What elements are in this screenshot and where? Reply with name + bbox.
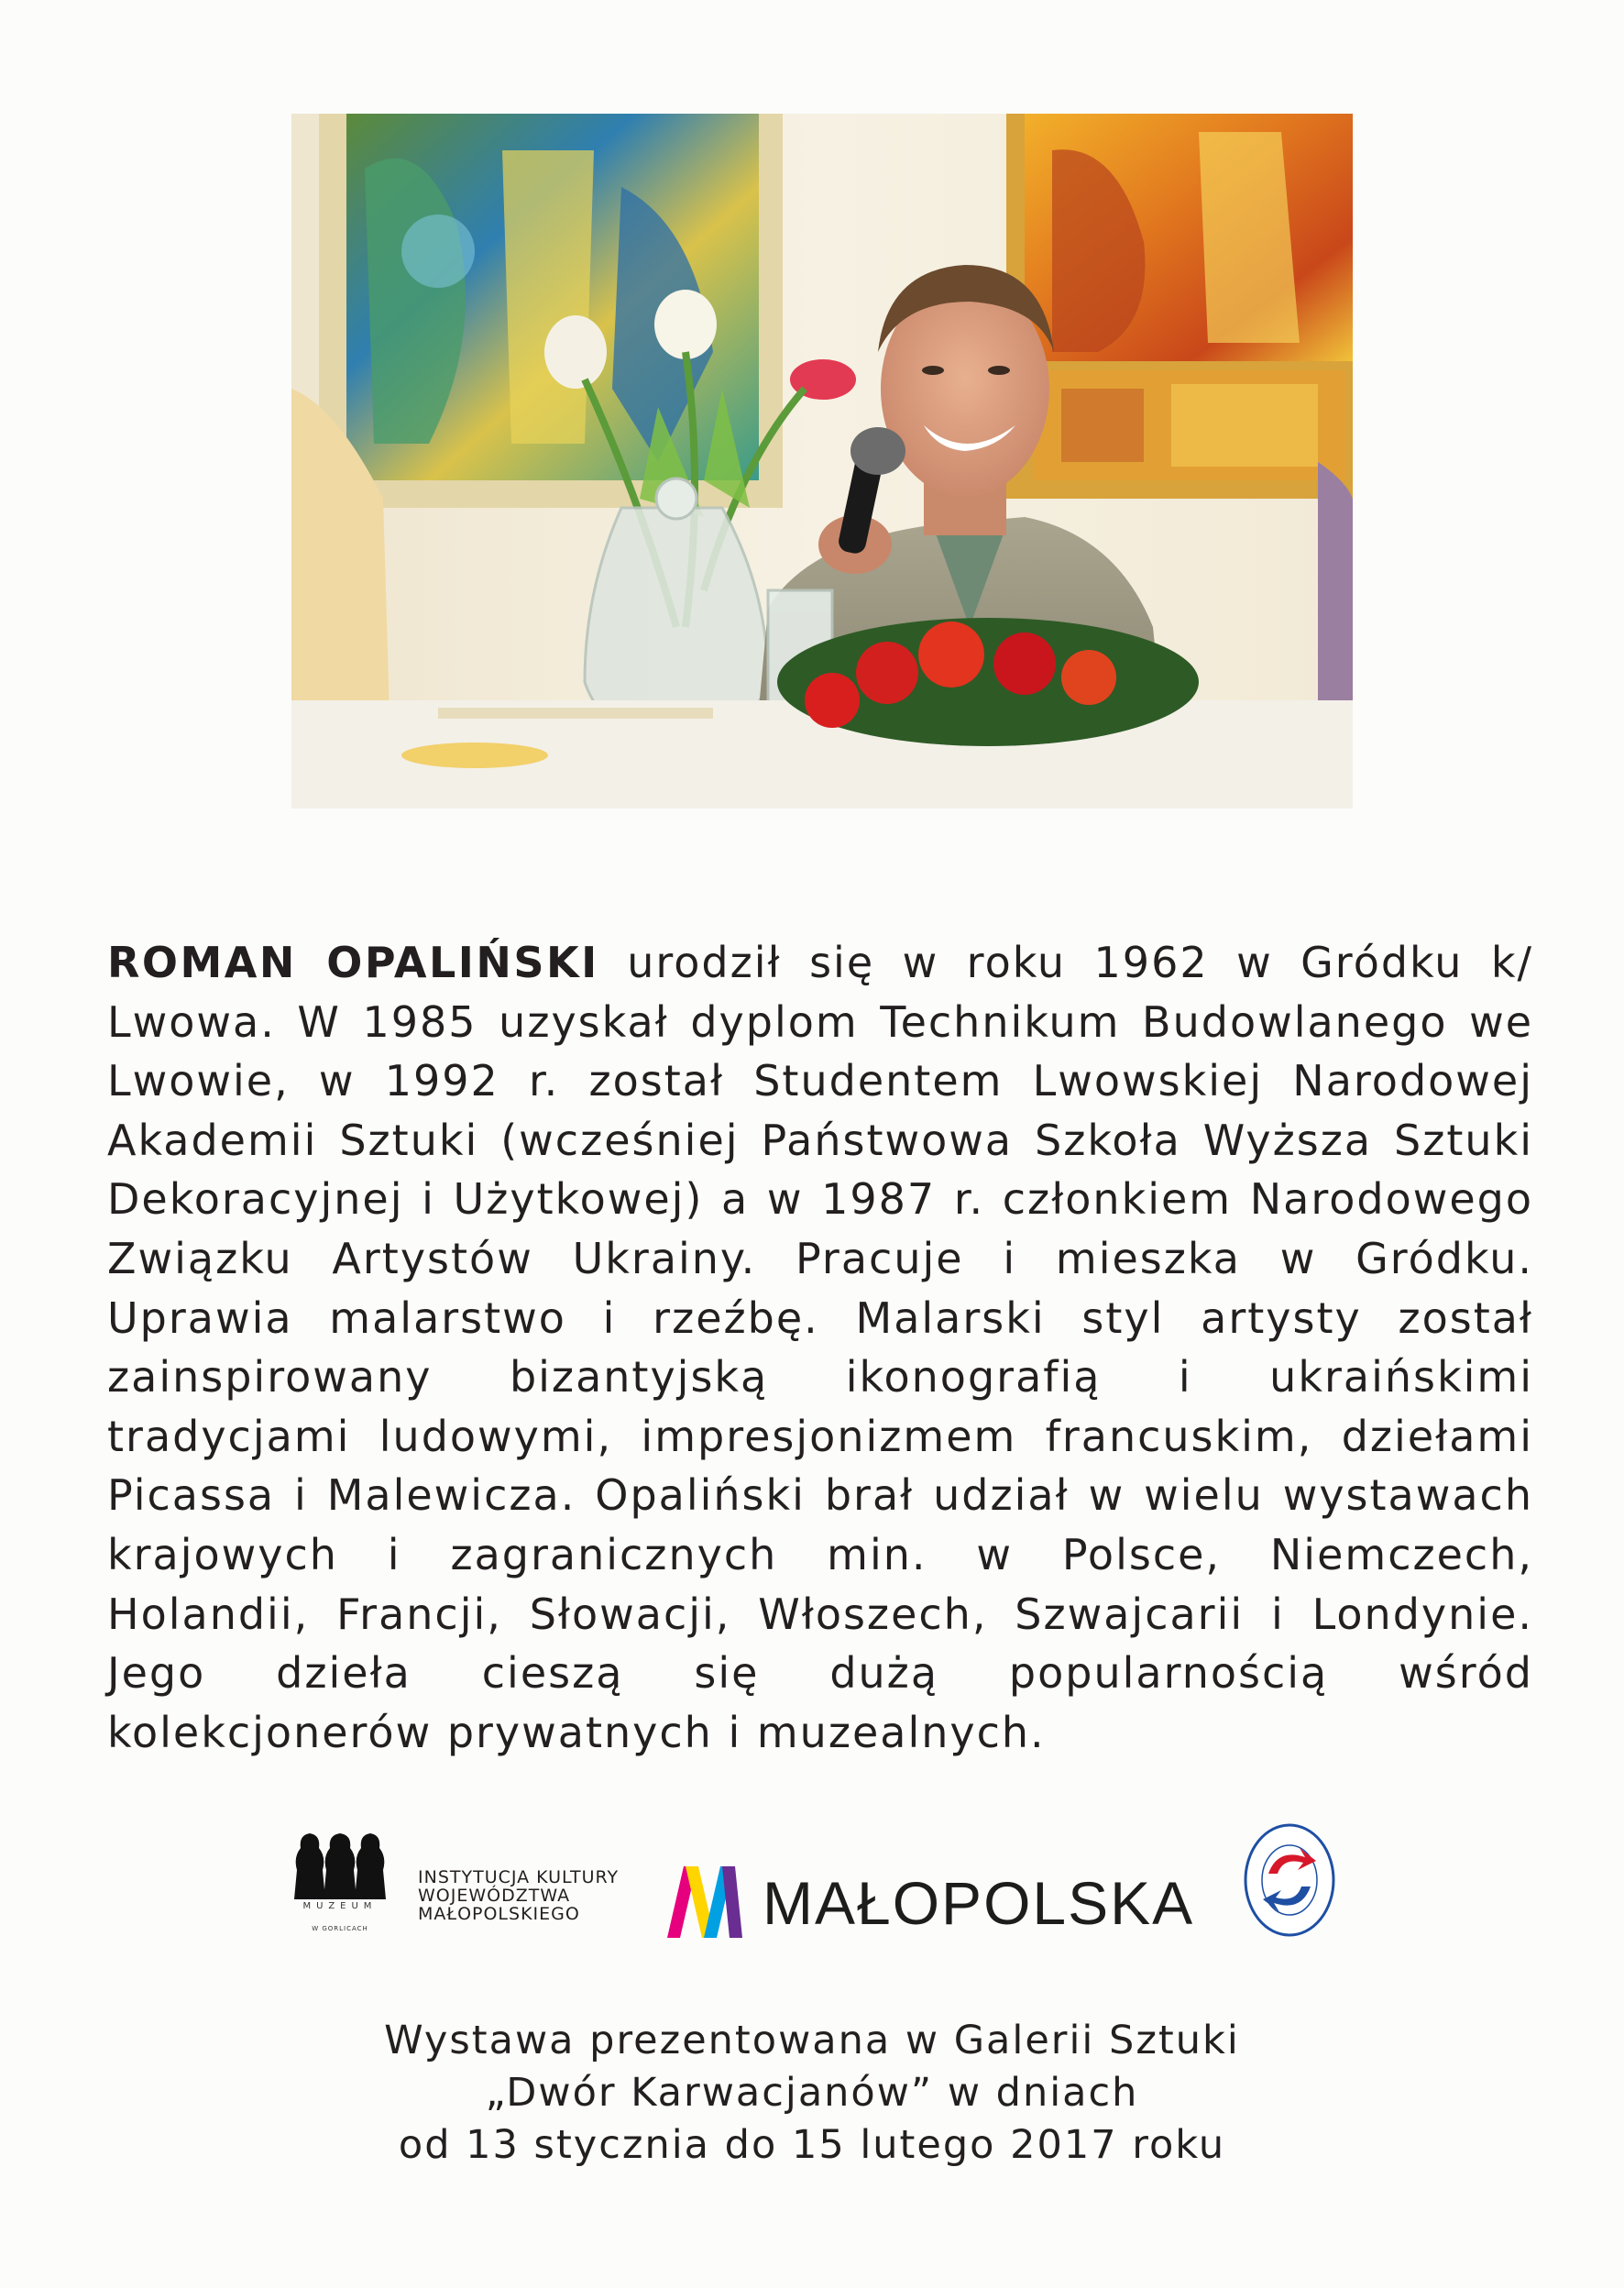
artist-portrait-photo [291, 114, 1353, 808]
malopolska-wordmark: MAŁOPOLSKA [763, 1869, 1195, 1937]
sponsor-logos [290, 1820, 1334, 1958]
muzeum-silhouettes-icon [290, 1830, 390, 1899]
muzeum-sublabel: W GORLICACH [312, 1925, 368, 1932]
muzeum-label: MUZEUM [302, 1901, 378, 1911]
biography-text: urodził się w roku 1962 w Gródku k/ Lwowa. W 1985 uzyskał dyplom Technikum Budowlanego we Lwowie, w 1992 r. został Studentem Lwowskiej Narodowej Akademii Sztuki (wcześniej Państwowa Szkoła Wyższa Sztuki Dekoracyjnej i Użytkowej) a w 1987 r. członkiem Narodowego Związku Artystów Ukrainy. Pracuje i mieszka w Gródku. Uprawia malarstwo i rzeźbę. Malarski styl artysty został zainspirowany bizantyjską ikonografią i ukraińskimi tradycjami ludowymi, impresjonizmem francuskim, dziełami Picassa i Malewicza. Opaliński brał udział w wielu wystawach krajowych i zagranicznych min. w Polsce, Niemczech, Holandii, Francji, Słowacji, Włoszech, Szwajcarii i Londynie. Jego dzieła cieszą się dużą popularnością wśród kolekcjonerów prywatnych i muzealnych. [107, 938, 1534, 1757]
institution-label [418, 1867, 620, 1924]
muzeum-gorlice-logo [290, 1830, 390, 1932]
exhibition-line-2: „Dwór Karwacjanów” w dniach [485, 2070, 1139, 2116]
exhibition-line-1: Wystawa prezentowana w Galerii Sztuki [384, 2018, 1240, 2063]
polska-wschod-seal-icon [1241, 1820, 1338, 1940]
institution-line-1: INSTYTUCJA KULTURY [418, 1867, 620, 1887]
photo-illustration [291, 114, 1353, 808]
institution-line-3: MAŁOPOLSKIEGO [418, 1904, 580, 1924]
exhibition-line-3: od 13 stycznia do 15 lutego 2017 roku [398, 2122, 1226, 2168]
malopolska-m-icon [664, 1859, 746, 1940]
institution-line-2: WOJEWÓDZTWA [418, 1886, 571, 1906]
artist-name: ROMAN OPALIŃSKI [107, 938, 599, 987]
exhibition-note [354, 2015, 1270, 2172]
artist-biography [107, 933, 1533, 1762]
